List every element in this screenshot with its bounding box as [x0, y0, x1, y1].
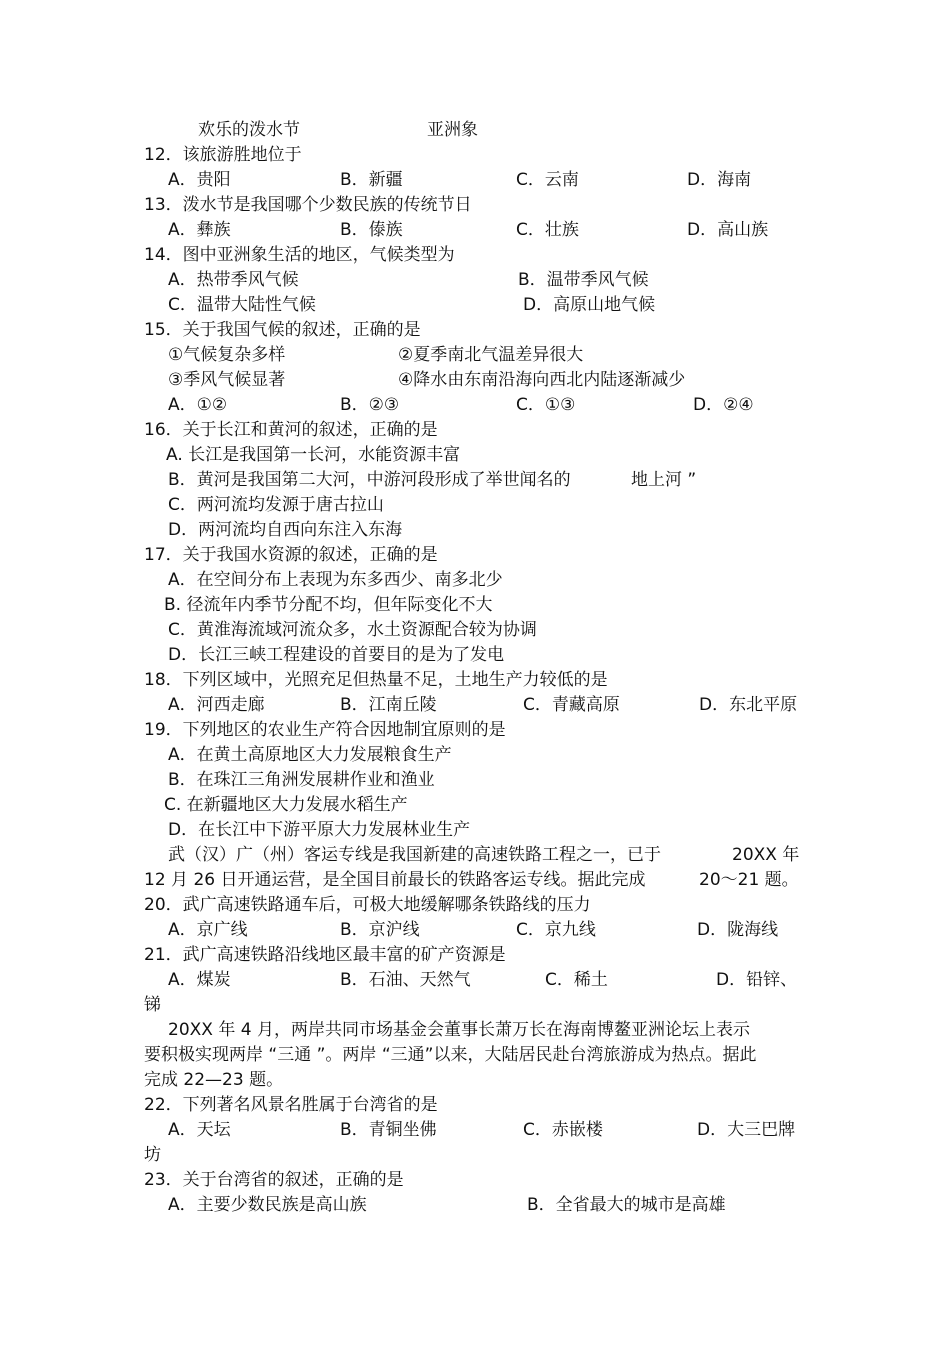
question-15: 15．关于我国气候的叙述，正确的是	[144, 320, 421, 340]
q15-statement-1: ①气候复杂多样	[168, 345, 286, 365]
q20-option-d: D．陇海线	[697, 920, 779, 940]
q17-option-b: B. 径流年内季节分配不均，但年际变化不大	[164, 595, 493, 615]
question-12: 12．该旅游胜地位于	[144, 145, 302, 165]
q14-option-c: C．温带大陆性气候	[168, 295, 316, 315]
caption-water-festival: 欢乐的泼水节	[198, 120, 300, 140]
q15-option-b: B．②③	[340, 395, 400, 415]
q16-option-c: C．两河流均发源于唐古拉山	[168, 495, 384, 515]
q23-option-b: B．全省最大的城市是高雄	[527, 1195, 726, 1215]
passage-1-year: 20XX 年	[732, 845, 800, 865]
question-16: 16．关于长江和黄河的叙述，正确的是	[144, 420, 438, 440]
passage-1-questions: 20～21 题。	[699, 870, 799, 890]
q20-option-a: A．京广线	[168, 920, 248, 940]
caption-asian-elephant: 亚洲象	[427, 120, 478, 140]
q21-option-a: A．煤炭	[168, 970, 231, 990]
q16-option-b: B．黄河是我国第二大河，中游河段形成了举世闻名的	[168, 470, 571, 490]
q15-statement-2: ②夏季南北气温差异很大	[398, 345, 584, 365]
q16-option-d: D．两河流均自西向东注入东海	[168, 520, 403, 540]
q12-option-b: B．新疆	[340, 170, 403, 190]
q22-option-c: C．赤嵌楼	[523, 1120, 603, 1140]
q18-option-d: D．东北平原	[699, 695, 798, 715]
q22-option-d-continued: 坊	[144, 1145, 161, 1165]
question-14: 14．图中亚洲象生活的地区，气候类型为	[144, 245, 455, 265]
q21-option-d: D．铅锌、	[716, 970, 798, 990]
q22-option-d: D．大三巴牌	[697, 1120, 796, 1140]
q20-option-b: B．京沪线	[340, 920, 420, 940]
q16-option-b-quote: 地上河 ”	[631, 470, 697, 490]
q14-option-d: D．高原山地气候	[523, 295, 656, 315]
question-13: 13．泼水节是我国哪个少数民族的传统节日	[144, 195, 472, 215]
q15-option-a: A．①②	[168, 395, 228, 415]
q17-option-c: C．黄淮海流域河流众多，水土资源配合较为协调	[168, 620, 537, 640]
q13-option-d: D．高山族	[687, 220, 769, 240]
q15-option-c: C．①③	[516, 395, 576, 415]
q13-option-b: B．傣族	[340, 220, 403, 240]
q19-option-a: A．在黄土高原地区大力发展粮食生产	[168, 745, 452, 765]
question-20: 20．武广高速铁路通车后，可极大地缓解哪条铁路线的压力	[144, 895, 591, 915]
passage-2-line-1: 20XX 年 4 月，两岸共同市场基金会董事长萧万长在海南博鳌亚洲论坛上表示	[168, 1020, 750, 1040]
question-22: 22．下列著名风景名胜属于台湾省的是	[144, 1095, 438, 1115]
q12-option-a: A．贵阳	[168, 170, 231, 190]
q21-option-b: B．石油、天然气	[340, 970, 471, 990]
q14-option-b: B．温带季风气候	[518, 270, 649, 290]
q23-option-a: A．主要少数民族是高山族	[168, 1195, 367, 1215]
question-18: 18．下列区域中，光照充足但热量不足，土地生产力较低的是	[144, 670, 608, 690]
passage-2-line-2: 要积极实现两岸 “三通 ”。两岸 “三通”以来，大陆居民赴台湾旅游成为热点。据此	[144, 1045, 757, 1065]
question-19: 19．下列地区的农业生产符合因地制宜原则的是	[144, 720, 506, 740]
question-23: 23．关于台湾省的叙述，正确的是	[144, 1170, 404, 1190]
q13-option-a: A．彝族	[168, 220, 231, 240]
q13-option-c: C．壮族	[516, 220, 579, 240]
q18-option-a: A．河西走廊	[168, 695, 265, 715]
q19-option-c: C. 在新疆地区大力发展水稻生产	[164, 795, 408, 815]
q17-option-d: D．长江三峡工程建设的首要目的是为了发电	[168, 645, 505, 665]
passage-2-line-3: 完成 22—23 题。	[144, 1070, 284, 1090]
q16-option-a: A. 长江是我国第一长河，水能资源丰富	[166, 445, 461, 465]
q17-option-a: A．在空间分布上表现为东多西少、南多北少	[168, 570, 503, 590]
passage-1-line-2: 12 月 26 日开通运营，是全国目前最长的铁路客运专线。据此完成	[144, 870, 646, 890]
q21-option-c: C．稀土	[545, 970, 608, 990]
q22-option-a: A．天坛	[168, 1120, 231, 1140]
q18-option-b: B．江南丘陵	[340, 695, 437, 715]
q21-option-d-continued: 锑	[144, 995, 161, 1015]
q20-option-c: C．京九线	[516, 920, 596, 940]
question-21: 21．武广高速铁路沿线地区最丰富的矿产资源是	[144, 945, 506, 965]
q15-statement-3: ③季风气候显著	[168, 370, 286, 390]
question-17: 17．关于我国水资源的叙述，正确的是	[144, 545, 438, 565]
q14-option-a: A．热带季风气候	[168, 270, 299, 290]
q19-option-d: D．在长江中下游平原大力发展林业生产	[168, 820, 471, 840]
q15-statement-4: ④降水由东南沿海向西北内陆逐渐减少	[398, 370, 686, 390]
q15-option-d: D．②④	[693, 395, 754, 415]
q19-option-b: B．在珠江三角洲发展耕作业和渔业	[168, 770, 435, 790]
q22-option-b: B．青铜坐佛	[340, 1120, 437, 1140]
q12-option-d: D．海南	[687, 170, 752, 190]
q12-option-c: C．云南	[516, 170, 579, 190]
q18-option-c: C．青藏高原	[523, 695, 620, 715]
passage-1-line-1: 武（汉）广（州）客运专线是我国新建的高速铁路工程之一，已于	[168, 845, 661, 865]
